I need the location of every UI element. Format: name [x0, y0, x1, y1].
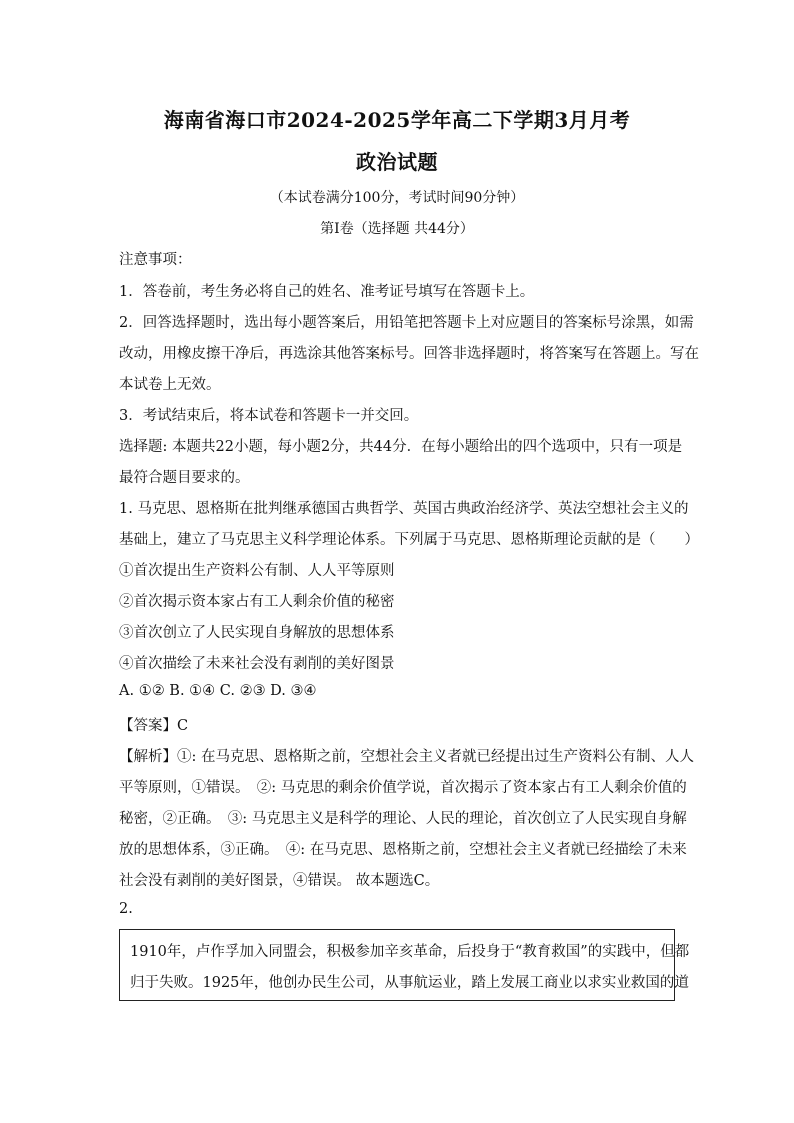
q1-option-4: ④首次描绘了未来社会没有剥削的美好图景 [119, 656, 395, 672]
instructions-line-2: 最符合题目要求的。 [119, 470, 250, 486]
q1-choices: A. ①② B. ①④ C. ②③ D. ③④ [119, 683, 317, 699]
exam-info: （本试卷满分100分，考试时间90分钟） [269, 190, 525, 206]
q1-option-1: ①首次提出生产资料公有制、人人平等原则 [119, 563, 395, 579]
note-item-3: 3．考试结束后，将本试卷和答题卡一并交回。 [119, 408, 419, 424]
q2-material-box [119, 929, 690, 1001]
notes-heading: 注意事项： [119, 252, 192, 268]
q1-analysis-line-2: 平等原则，①错误。 ②: 马克思的剩余价值学说，首次揭示了资本家占有工人剩余价值的 [119, 780, 687, 796]
q1-analysis-line-1: 【解析】①: 在马克思、恩格斯之前，空想社会主义者就已经提出过生产资料公有制、人人 [119, 749, 694, 765]
section-heading: 第Ⅰ卷（选择题 共44分） [320, 221, 474, 237]
q2-number: 2. [119, 901, 133, 917]
note-item-1: 1．答卷前，考生务必将自己的姓名、准考证号填写在答题卡上。 [119, 284, 535, 300]
instructions-line-1: 选择题: 本题共22小题，每小题2分，共44分．在每小题给出的四个选项中，只有一项是 [119, 439, 683, 455]
q1-option-3: ③首次创立了人民实现自身解放的思想体系 [119, 625, 395, 641]
note-item-2-line-3: 本试卷上无效。 [119, 377, 221, 393]
q1-analysis-line-4: 放的思想体系，③正确。 ④: 在马克思、恩格斯之前，空想社会主义者就已经描绘了未来 [119, 842, 687, 858]
q1-stem-line-1: 1. 马克思、恩格斯在批判继承德国古典哲学、英国古典政治经济学、英法空想社会主义的 [119, 501, 689, 517]
q1-analysis-line-3: 秘密，②正确。 ③: 马克思主义是科学的理论、人民的理论，首次创立了人民实现自身解 [119, 811, 687, 827]
q2-material-line-1: 1910年，卢作孚加入同盟会，积极参加辛亥革命，后投身于“教育救国”的实践中，但都 [130, 944, 690, 960]
document-subtitle: 政治试题 [356, 150, 438, 174]
note-item-2-line-2: 改动，用橡皮擦干净后，再选涂其他答案标号。回答非选择题时，将答案写在答题上。写在 [119, 346, 699, 362]
q1-option-2: ②首次揭示资本家占有工人剩余价值的秘密 [119, 594, 395, 610]
note-item-2-line-1: 2．回答选择题时，选出每小题答案后，用铅笔把答题卡上对应题目的答案标号涂黑，如需 [119, 315, 694, 331]
q2-material-line-2: 归于失败。1925年，他创办民生公司，从事航运业，踏上发展工商业以求实业救国的道 [130, 975, 689, 991]
q1-stem-line-2: 基础上，建立了马克思主义科学理论体系。下列属于马克思、恩格斯理论贡献的是（ ） [119, 532, 699, 548]
document-title: 海南省海口市2024-2025学年高二下学期3月月考 [163, 108, 631, 132]
q1-analysis-line-5: 社会没有剥削的美好图景，④错误。 故本题选C。 [119, 873, 440, 889]
q1-answer: 【答案】C [119, 718, 189, 734]
